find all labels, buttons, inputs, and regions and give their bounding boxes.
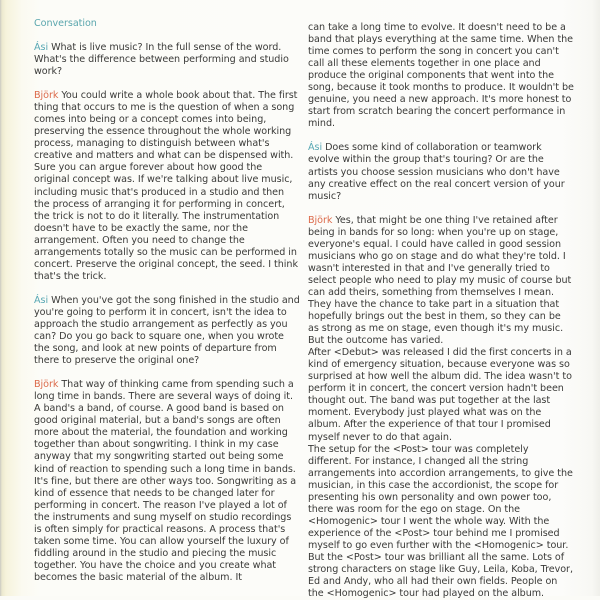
speaker-bjork: Björk <box>308 214 333 226</box>
question-text: When you've got the song finished in the studio and you're going to perform it in concert, isn't the idea to approach the studio arrangement as perfectly as you can? Do you go back to square one, when you wrote the song, and look at new points of departure from there to preserve the original one? <box>34 294 300 367</box>
answer-paragraph-post-homogenic: The setup for the <Post> tour was completely different. For instance, I changed all the string arrangements into accordion arrangements, to give the musician, in this case the accordionist, the scope for presenting his own personality and own power too, there was room for the ego on stage. On the <Homogenic> tour I went the whole way. With the experience of the <Post> tour behind me I promised myself to go even further with the <Homogenic> tour. But the <Post> tour was brilliant all the same. Lots of strong characters on stage like Guy, Leila, Koba, Trevor, Ed and Andy, who all had their own fields. People on the <Homogenic> tour had played on the album. <box>308 443 573 600</box>
question-text: Does some kind of collaboration or teamwork evolve within the group that's touring? Or are the artists you choose session musicians who don't have any creative effect on the real concert version of your music? <box>308 142 565 202</box>
speaker-bjork: Björk <box>34 379 59 391</box>
answer-paragraph <box>34 379 300 584</box>
question-paragraph <box>34 295 300 367</box>
answer-paragraph <box>308 215 574 348</box>
question-paragraph <box>34 42 300 78</box>
answer-paragraph-debut: After <Debut> was released I did the first concerts in a kind of emergency situation, because everyone was so surprised at how well the album did. The idea wasn't to perform it in concert, the concert version hadn't been thought out. The band was put together at the last moment. Everybody just played what was on the album. After the experience of that tour I promised myself never to do that again. <box>308 347 572 443</box>
left-column <box>34 16 300 584</box>
section-title: Conversation <box>34 18 97 29</box>
question-text: What is live music? In the full sense of the word. What's the difference between performing and studio work? <box>34 42 289 78</box>
question-paragraph <box>308 142 574 202</box>
answer-text: That way of thinking came from spending such a long time in bands. There are several ways of doing it. A band's a band, of course. A good band is based on good original material, but a band's songs are often more about the material, the foundation and working together than about songwriting. I think in my case anyway that my songwriting started out being some kind of reaction to spending such a long time in bands. It's fine, but there are other ways too. Songwriting as a kind of essence that needs to be changed later for performing in concert. The reason I've played a lot of the instruments and sung myself on studio recordings is often simply for practical reasons. A process that's taken some time. You can allow yourself the luxury of fiddling around in the studio and piecing the music together. You have the choice and you create what becomes the basic material of the album. It <box>34 379 297 583</box>
right-column <box>308 22 574 600</box>
answer-paragraph <box>34 90 300 283</box>
continued-answer-paragraph: can take a long time to evolve. It doesn't need to be a band that plays everything at the same time. When the time comes to perform the song in concert you can't call all these elements together in one place and produce the original components that went into the song, because it took months to produce. It wouldn't be genuine, you need a new approach. It's more honest to start from scratch bearing the concert performance in mind. <box>308 22 574 130</box>
speaker-asi: Ási <box>34 294 49 306</box>
speaker-bjork: Björk <box>34 90 59 102</box>
speaker-asi: Ási <box>34 42 49 53</box>
speaker-asi: Ási <box>308 142 323 154</box>
answer-text: You could write a whole book about that. The first thing that occurs to me is the question of when a song comes into being or a concept comes into being, preserving the essence throughout the whole working process, managing to distinguish between what's creative and matters and what can be dispensed with. Sure you can argue forever about how good the original concept was. If we're talking about live music, including music that's produced in a studio and then the process of arranging it for performing in concert, the trick is not to do it literally. The instrumentation doesn't have to be exactly the same, nor the arrangement. Often you need to change the arrangements totally so the music can be performed in concert. Preserve the original concept, the seed. I think that's the trick. <box>34 90 298 282</box>
answer-text: Yes, that might be one thing I've retained after being in bands for so long: when you're up on stage, everyone's equal. I could have called in good session musicians who go on stage and do what they're told. I wasn't interested in that and I've generally tried to select people who need to play my music of course but can add theirs, something from themselves I mean. They have the chance to take part in a situation that hopefully brings out the best in them, so they can be as strong as me on stage, even though it's my music. But the outcome has varied. <box>308 214 572 347</box>
